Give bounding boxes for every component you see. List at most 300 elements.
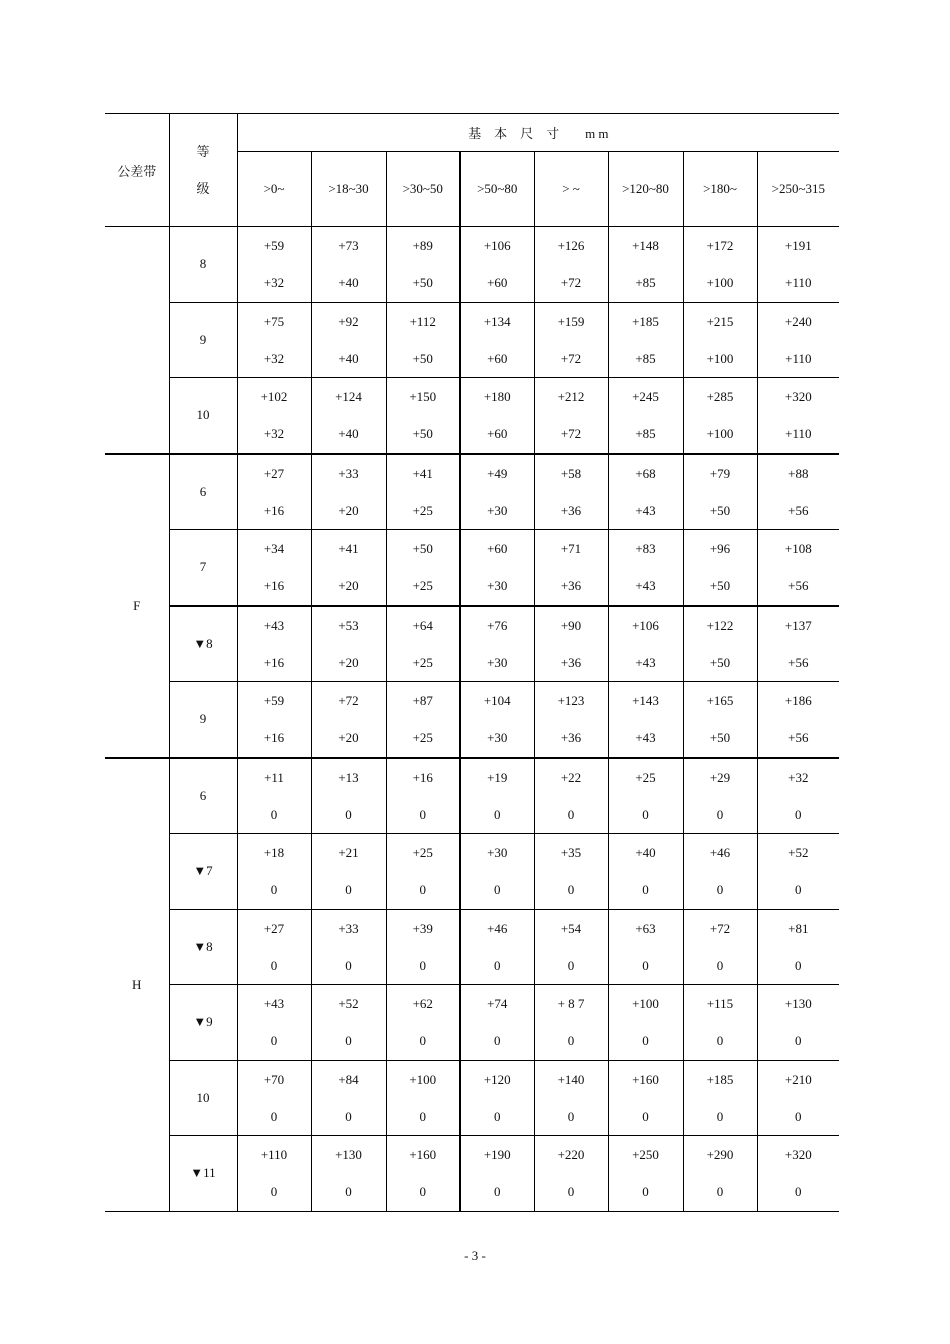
size-range-header: >18~30 [311, 152, 386, 227]
lower-deviation: +100 [706, 275, 734, 291]
deviation-cell [683, 378, 757, 454]
deviation-cell [460, 985, 534, 1061]
grade-cell: ▼9 [169, 985, 237, 1061]
lower-deviation: 0 [795, 1108, 802, 1124]
upper-deviation: +43 [263, 617, 285, 633]
size-range-header: >250~315 [757, 152, 839, 227]
deviation-cell [534, 1060, 608, 1136]
upper-deviation: +143 [632, 693, 659, 709]
upper-deviation: +46 [487, 920, 508, 936]
lower-deviation: +36 [560, 502, 582, 518]
deviation-cell [237, 1060, 311, 1136]
upper-deviation: +285 [706, 389, 734, 405]
deviation-cell [237, 378, 311, 454]
lower-deviation: +20 [338, 578, 359, 594]
deviation-cell [311, 454, 386, 530]
upper-deviation: +33 [338, 920, 359, 936]
deviation-cell [386, 1060, 460, 1136]
upper-deviation: +100 [632, 996, 659, 1012]
deviation-cell [757, 909, 839, 985]
upper-deviation: +110 [260, 1147, 288, 1163]
upper-deviation: +43 [263, 996, 285, 1012]
lower-deviation: +43 [635, 502, 656, 518]
upper-deviation: +130 [335, 1147, 362, 1163]
upper-deviation: +165 [706, 693, 734, 709]
upper-deviation: +54 [560, 920, 582, 936]
upper-deviation: +290 [706, 1147, 734, 1163]
deviation-cell [311, 1136, 386, 1212]
deviation-cell [683, 985, 757, 1061]
lower-deviation: 0 [270, 806, 278, 822]
grade-cell: ▼8 [169, 909, 237, 985]
upper-deviation: +134 [483, 313, 511, 329]
table-row [105, 530, 839, 606]
lower-deviation: 0 [419, 1108, 426, 1124]
lower-deviation: +72 [560, 275, 582, 291]
upper-deviation: +81 [788, 920, 809, 936]
lower-deviation: 0 [567, 882, 575, 898]
upper-deviation: +159 [557, 313, 585, 329]
lower-deviation: +85 [635, 275, 656, 291]
lower-deviation: 0 [419, 957, 426, 973]
deviation-cell [534, 454, 608, 530]
lower-deviation: 0 [494, 882, 501, 898]
deviation-cell [683, 454, 757, 530]
lower-deviation: +25 [412, 730, 433, 746]
upper-deviation: +76 [487, 617, 508, 633]
upper-deviation: +191 [784, 238, 812, 254]
upper-deviation: +39 [412, 920, 433, 936]
table-row [105, 909, 839, 985]
lower-deviation: +110 [785, 350, 812, 366]
deviation-cell [386, 682, 460, 758]
deviation-cell [608, 302, 683, 378]
deviation-cell [386, 909, 460, 985]
upper-deviation: +27 [263, 920, 285, 936]
deviation-cell [237, 682, 311, 758]
deviation-cell [237, 530, 311, 606]
upper-deviation: +22 [560, 769, 582, 785]
upper-deviation: +52 [788, 845, 809, 861]
upper-deviation: +87 [412, 693, 433, 709]
lower-deviation: 0 [270, 1033, 278, 1049]
deviation-cell [757, 682, 839, 758]
table-row [105, 454, 839, 530]
deviation-cell [237, 985, 311, 1061]
deviation-cell [386, 530, 460, 606]
deviation-cell [237, 227, 311, 303]
deviation-cell [608, 606, 683, 682]
deviation-cell [386, 378, 460, 454]
upper-deviation: +100 [409, 1071, 437, 1087]
upper-deviation: +63 [635, 920, 656, 936]
lower-deviation: +16 [263, 502, 285, 518]
lower-deviation: 0 [494, 1184, 501, 1200]
size-range-header: >180~ [683, 152, 757, 227]
grade-cell: 9 [169, 682, 237, 758]
lower-deviation: +25 [412, 578, 433, 594]
deviation-cell [757, 606, 839, 682]
upper-deviation: +35 [560, 845, 582, 861]
deviation-cell [460, 454, 534, 530]
lower-deviation: 0 [345, 1184, 352, 1200]
lower-deviation: 0 [642, 1033, 649, 1049]
upper-deviation: +49 [487, 465, 508, 481]
deviation-cell [311, 530, 386, 606]
upper-deviation: +180 [483, 389, 511, 405]
lower-deviation: +25 [412, 654, 433, 670]
upper-deviation: +60 [487, 541, 508, 557]
table-row [105, 227, 839, 303]
upper-deviation: +104 [483, 693, 511, 709]
deviation-cell [534, 834, 608, 910]
lower-deviation: +36 [560, 654, 582, 670]
lower-deviation: +16 [263, 578, 285, 594]
lower-deviation: 0 [567, 1184, 575, 1200]
deviation-cell [608, 227, 683, 303]
tolerance-table [105, 113, 839, 1212]
lower-deviation: +85 [635, 350, 656, 366]
lower-deviation: +60 [487, 426, 508, 442]
lower-deviation: 0 [494, 1108, 501, 1124]
upper-deviation: +320 [784, 1147, 812, 1163]
grade-header-line1: 等 [196, 144, 210, 159]
page-number: - 3 - [464, 1248, 486, 1263]
lower-deviation: +56 [788, 654, 809, 670]
upper-deviation: +83 [635, 541, 656, 557]
lower-deviation: 0 [345, 882, 352, 898]
deviation-cell [311, 758, 386, 834]
lower-deviation: 0 [270, 1108, 278, 1124]
deviation-cell [608, 758, 683, 834]
upper-deviation: +41 [412, 465, 433, 481]
deviation-cell [311, 834, 386, 910]
deviation-cell [683, 909, 757, 985]
deviation-cell [311, 909, 386, 985]
lower-deviation: 0 [795, 1033, 802, 1049]
upper-deviation: +160 [632, 1071, 659, 1087]
upper-deviation: +74 [487, 996, 508, 1012]
lower-deviation: +36 [560, 730, 582, 746]
lower-deviation: +30 [487, 502, 508, 518]
upper-deviation: +16 [412, 769, 433, 785]
lower-deviation: 0 [642, 882, 649, 898]
deviation-cell [311, 985, 386, 1061]
grade-header-line2: 级 [196, 181, 210, 196]
lower-deviation: 0 [567, 1033, 575, 1049]
upper-deviation: +126 [557, 238, 585, 254]
lower-deviation: +32 [263, 350, 285, 366]
lower-deviation: +110 [785, 275, 812, 291]
lower-deviation: 0 [795, 806, 802, 822]
lower-deviation: +32 [263, 426, 285, 442]
upper-deviation: +19 [487, 769, 508, 785]
upper-deviation: +21 [338, 845, 359, 861]
lower-deviation: +50 [412, 275, 433, 291]
deviation-cell [237, 1136, 311, 1212]
table-row [105, 1136, 839, 1212]
upper-deviation: +245 [632, 389, 659, 405]
upper-deviation: +115 [706, 996, 734, 1012]
grade-cell: 10 [169, 378, 237, 454]
upper-deviation: +320 [784, 389, 812, 405]
upper-deviation: +33 [338, 465, 359, 481]
size-range-header: > ~ [534, 152, 608, 227]
lower-deviation: 0 [716, 882, 724, 898]
lower-deviation: 0 [419, 1033, 426, 1049]
deviation-cell [460, 909, 534, 985]
upper-deviation: +29 [709, 769, 731, 785]
deviation-cell [757, 758, 839, 834]
upper-deviation: +122 [706, 617, 734, 633]
deviation-cell [683, 758, 757, 834]
deviation-cell [237, 302, 311, 378]
lower-deviation: +40 [338, 275, 359, 291]
deviation-cell [608, 834, 683, 910]
deviation-cell [683, 227, 757, 303]
deviation-cell [460, 606, 534, 682]
deviation-cell [534, 758, 608, 834]
lower-deviation: +43 [635, 730, 656, 746]
upper-deviation: +186 [784, 693, 812, 709]
deviation-cell [534, 378, 608, 454]
deviation-cell [386, 454, 460, 530]
deviation-cell [460, 1060, 534, 1136]
deviation-cell [683, 834, 757, 910]
lower-deviation: 0 [270, 882, 278, 898]
lower-deviation: 0 [795, 957, 802, 973]
upper-deviation: +30 [487, 845, 508, 861]
size-range-header: >0~ [237, 152, 311, 227]
lower-deviation: +43 [635, 654, 656, 670]
table-row [105, 606, 839, 682]
deviation-cell [683, 682, 757, 758]
lower-deviation: 0 [345, 957, 352, 973]
upper-deviation: +59 [263, 693, 285, 709]
upper-deviation: +130 [784, 996, 812, 1012]
size-range-header: >30~50 [386, 152, 460, 227]
deviation-cell [460, 530, 534, 606]
grade-cell: 6 [169, 758, 237, 834]
upper-deviation: +220 [557, 1147, 585, 1163]
lower-deviation: +85 [635, 426, 656, 442]
upper-deviation: +34 [263, 541, 285, 557]
deviation-cell [386, 758, 460, 834]
deviation-cell [757, 1060, 839, 1136]
deviation-cell [534, 909, 608, 985]
upper-deviation: +106 [483, 238, 511, 254]
lower-deviation: 0 [642, 1108, 649, 1124]
tolerance-zone-cell [105, 227, 169, 454]
grade-cell: 9 [169, 302, 237, 378]
upper-deviation: +240 [784, 313, 812, 329]
grade-cell: 10 [169, 1060, 237, 1136]
upper-deviation: +72 [709, 920, 731, 936]
upper-deviation: +25 [412, 845, 433, 861]
lower-deviation: +72 [560, 426, 582, 442]
lower-deviation: 0 [494, 1033, 501, 1049]
upper-deviation: +64 [412, 617, 433, 633]
lower-deviation: +72 [560, 350, 582, 366]
upper-deviation: +215 [706, 313, 734, 329]
lower-deviation: 0 [716, 1108, 724, 1124]
upper-deviation: +58 [560, 465, 582, 481]
lower-deviation: +40 [338, 350, 359, 366]
basic-size-title: 基 本 尺 寸 m m [237, 114, 839, 152]
upper-deviation: +89 [412, 238, 433, 254]
lower-deviation: 0 [270, 1184, 278, 1200]
lower-deviation: 0 [642, 806, 649, 822]
upper-deviation: +123 [557, 693, 585, 709]
grade-cell: ▼11 [169, 1136, 237, 1212]
lower-deviation: 0 [345, 1108, 352, 1124]
lower-deviation: 0 [716, 806, 724, 822]
upper-deviation: +88 [788, 465, 809, 481]
lower-deviation: +60 [487, 275, 508, 291]
lower-deviation: 0 [716, 1033, 724, 1049]
table-row [105, 758, 839, 834]
deviation-cell [608, 985, 683, 1061]
deviation-cell [460, 302, 534, 378]
lower-deviation: +56 [788, 578, 809, 594]
lower-deviation: +20 [338, 730, 359, 746]
lower-deviation: 0 [567, 957, 575, 973]
deviation-cell [311, 378, 386, 454]
lower-deviation: +100 [706, 350, 734, 366]
deviation-cell [757, 985, 839, 1061]
upper-deviation: +160 [409, 1147, 437, 1163]
upper-deviation: +96 [709, 541, 731, 557]
upper-deviation: +137 [784, 617, 812, 633]
deviation-cell [237, 758, 311, 834]
size-range-header: >120~80 [608, 152, 683, 227]
deviation-cell [534, 302, 608, 378]
deviation-cell [757, 1136, 839, 1212]
deviation-cell [386, 302, 460, 378]
lower-deviation: +50 [709, 654, 731, 670]
table-row [105, 1060, 839, 1136]
upper-deviation: +41 [338, 541, 359, 557]
upper-deviation: +62 [412, 996, 433, 1012]
deviation-cell [534, 682, 608, 758]
grade-cell: ▼7 [169, 834, 237, 910]
deviation-cell [757, 454, 839, 530]
grade-cell: 6 [169, 454, 237, 530]
deviation-cell [237, 606, 311, 682]
upper-deviation: +70 [263, 1071, 285, 1087]
upper-deviation: +90 [560, 617, 582, 633]
upper-deviation: +75 [263, 313, 285, 329]
upper-deviation: +150 [409, 389, 437, 405]
deviation-cell [608, 682, 683, 758]
upper-deviation: +102 [260, 389, 288, 405]
deviation-cell [237, 909, 311, 985]
deviation-cell [608, 1136, 683, 1212]
upper-deviation: +212 [557, 389, 585, 405]
upper-deviation: +120 [483, 1071, 511, 1087]
upper-deviation: +59 [263, 238, 285, 254]
upper-deviation: +124 [335, 389, 362, 405]
upper-deviation: +25 [635, 769, 656, 785]
lower-deviation: 0 [419, 1184, 426, 1200]
upper-deviation: +52 [338, 996, 359, 1012]
deviation-cell [534, 1136, 608, 1212]
lower-deviation: 0 [345, 806, 352, 822]
lower-deviation: 0 [494, 806, 501, 822]
table-row [105, 985, 839, 1061]
deviation-cell [386, 606, 460, 682]
lower-deviation: 0 [642, 957, 649, 973]
deviation-cell [386, 985, 460, 1061]
deviation-cell [311, 227, 386, 303]
table-row [105, 682, 839, 758]
deviation-cell [311, 1060, 386, 1136]
lower-deviation: 0 [716, 957, 724, 973]
deviation-cell [608, 378, 683, 454]
upper-deviation: + 8 7 [557, 996, 585, 1012]
lower-deviation: +25 [412, 502, 433, 518]
table-row [105, 378, 839, 454]
deviation-cell [757, 378, 839, 454]
deviation-cell [683, 1136, 757, 1212]
upper-deviation: +185 [632, 313, 659, 329]
table-row [105, 834, 839, 910]
upper-deviation: +73 [338, 238, 359, 254]
deviation-cell [311, 682, 386, 758]
deviation-cell [237, 834, 311, 910]
deviation-cell [534, 530, 608, 606]
tolerance-zone-cell: F [105, 454, 169, 758]
deviation-cell [534, 227, 608, 303]
upper-deviation: +40 [635, 845, 656, 861]
upper-deviation: +79 [709, 465, 731, 481]
deviation-cell [386, 227, 460, 303]
lower-deviation: 0 [716, 1184, 724, 1200]
deviation-cell [534, 606, 608, 682]
lower-deviation: 0 [795, 1184, 802, 1200]
deviation-cell [608, 1060, 683, 1136]
upper-deviation: +72 [338, 693, 359, 709]
grade-header [169, 114, 237, 227]
deviation-cell [460, 378, 534, 454]
lower-deviation: 0 [795, 882, 802, 898]
upper-deviation: +84 [338, 1071, 359, 1087]
upper-deviation: +112 [409, 313, 436, 329]
deviation-cell [683, 606, 757, 682]
deviation-cell [683, 530, 757, 606]
lower-deviation: +56 [788, 730, 809, 746]
lower-deviation: +43 [635, 578, 656, 594]
lower-deviation: +50 [709, 502, 731, 518]
tolerance-zone-cell: H [105, 758, 169, 1212]
lower-deviation: 0 [345, 1033, 352, 1049]
upper-deviation: +71 [560, 541, 582, 557]
lower-deviation: +50 [709, 730, 731, 746]
deviation-cell [608, 454, 683, 530]
upper-deviation: +140 [557, 1071, 585, 1087]
size-range-header: >50~80 [460, 152, 534, 227]
upper-deviation: +27 [263, 465, 285, 481]
lower-deviation: 0 [419, 882, 426, 898]
lower-deviation: 0 [419, 806, 426, 822]
deviation-cell [757, 530, 839, 606]
upper-deviation: +68 [635, 465, 656, 481]
upper-deviation: +108 [784, 541, 812, 557]
deviation-cell [386, 834, 460, 910]
upper-deviation: +32 [788, 769, 809, 785]
lower-deviation: +30 [487, 654, 508, 670]
lower-deviation: +100 [706, 426, 734, 442]
